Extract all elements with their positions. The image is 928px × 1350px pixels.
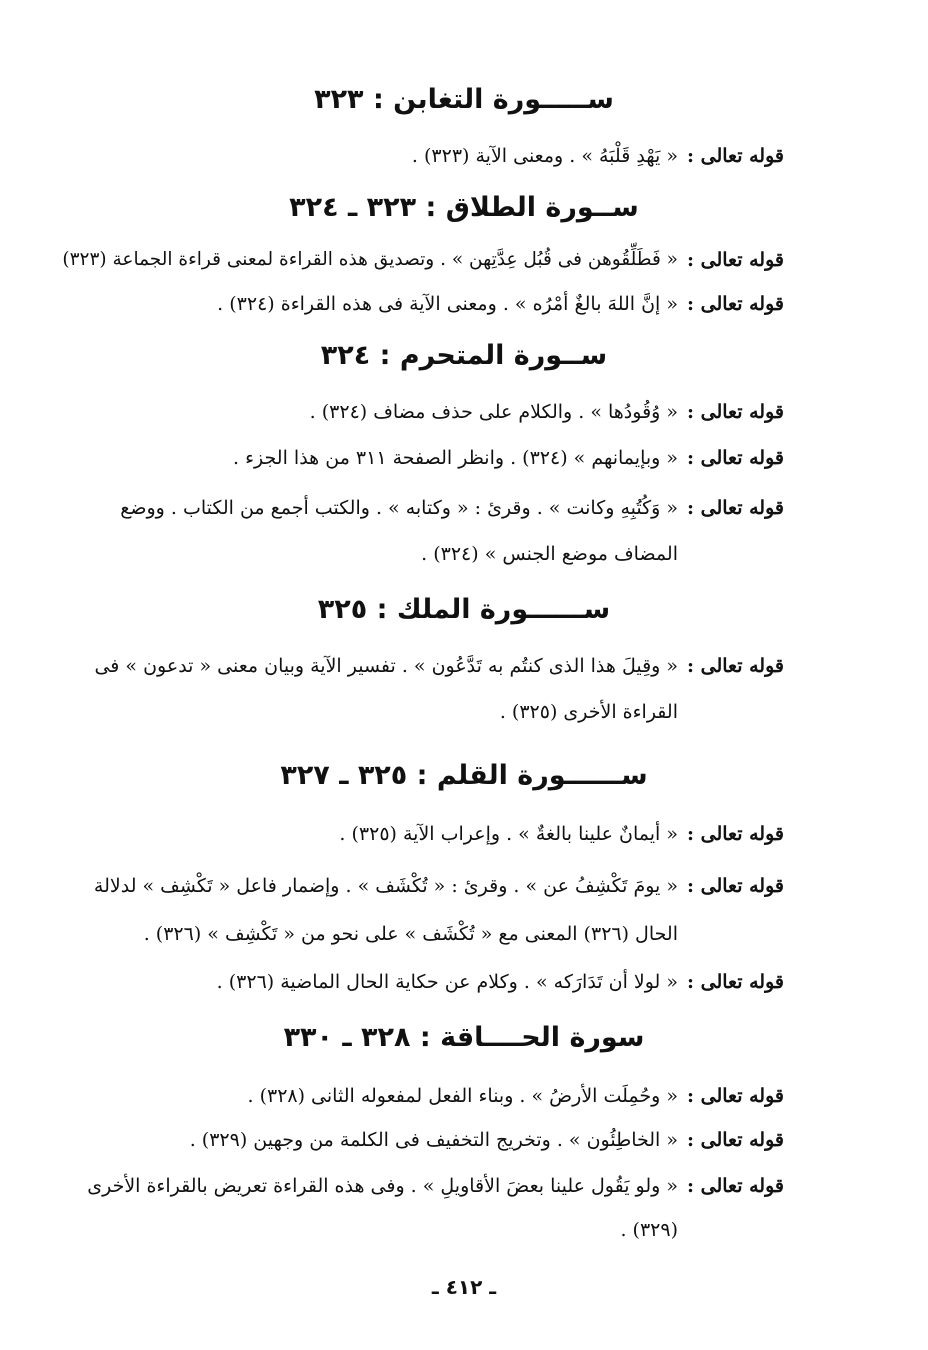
section-heading: ســورة المتحرم : ٣٢٤ [320, 340, 608, 371]
entry-text: « لولا أن تَدَارَكه » . وكلام عن حكاية الحال الماضية (٣٢٦) . [216, 971, 678, 993]
entry-label: قوله تعالى : [687, 971, 784, 993]
entry-text: « وحُمِلَت الأرضُ » . وبناء الفعل لمفعوله الثانى (٣٢٨) . [247, 1085, 678, 1107]
entry-text: « إنَّ اللهَ بالغٌ أمْرُه » . ومعنى الآية فى هذه القراءة (٣٢٤) . [217, 293, 678, 315]
entry-label: قوله تعالى : [687, 249, 784, 271]
entry-text: « وقِيلَ هذا الذى كنتُم به تَدَّعُون » . تفسير الآية وبيان معنى « تدعون » فى [94, 655, 678, 677]
entry-text: « أيمانٌ علينا بالغةٌ » . وإعراب الآية (٣٢٥) . [339, 823, 678, 845]
entry-label: قوله تعالى : [687, 293, 784, 315]
section-heading: ســـــورة التغابن : ٣٢٣ [314, 84, 614, 115]
section-heading: ســــــورة الملك : ٣٢٥ [317, 594, 611, 625]
page-number: ـ ٤١٢ ـ [431, 1275, 497, 1299]
entry-label: قوله تعالى : [687, 875, 784, 897]
entry-text: « فَطَلِّقُوهن فى قُبُل عِدَّتِهن » . وتصديق هذه القراءة لمعنى قراءة الجماعة (٣٢٣) [62, 249, 678, 270]
entry-text: « يَهْدِ قَلْبَهُ » . ومعنى الآية (٣٢٣) . [411, 145, 678, 167]
section-heading: سورة الحــــاقة : ٣٢٨ ـ ٣٣٠ [283, 1022, 645, 1053]
entry-label: قوله تعالى : [687, 1129, 784, 1151]
entry-text: « وَكُتُبِهِ وكانت » . وقرئ : « وكتابه » . والكتب أجمع من الكتاب . ووضع [120, 497, 678, 519]
entry-text: « ولو يَقُول علينا بعضَ الأقاويلِ » . وفى هذه القراءة تعريض بالقراءة الأخرى [87, 1175, 678, 1197]
entry-label: قوله تعالى : [687, 1085, 784, 1107]
entry-text-continuation: القراءة الأخرى (٣٢٥) . [499, 701, 678, 723]
entry-text: « وُقُودُها » . والكلام على حذف مضاف (٣٢٤) . [309, 401, 678, 423]
section-heading: ســورة الطلاق : ٣٢٣ ـ ٣٢٤ [289, 192, 639, 223]
entry-text: « يومَ تَكْشِفُ عن » . وقرئ : « تُكْشَف » . وإضمار فاعل « تَكْشِف » لدلالة [93, 875, 678, 897]
entry-label: قوله تعالى : [687, 145, 784, 167]
entry-label: قوله تعالى : [687, 401, 784, 423]
entry-text: « وبإيمانهم » (٣٢٤) . وانظر الصفحة ٣١١ من هذا الجزء . [233, 447, 678, 469]
entry-label: قوله تعالى : [687, 823, 784, 845]
entry-text: « الخاطِئُون » . وتخريج التخفيف فى الكلمة من وجهين (٣٢٩) . [189, 1129, 678, 1151]
entry-label: قوله تعالى : [687, 497, 784, 519]
section-heading: ســــــورة القلم : ٣٢٥ ـ ٣٢٧ [280, 760, 648, 791]
entry-label: قوله تعالى : [687, 1175, 784, 1197]
entry-text-continuation: (٣٢٩) . [620, 1219, 678, 1241]
entry-text-continuation: الحال (٣٢٦) المعنى مع « تُكْشَف » على نحو من « تَكْشِف » (٣٢٦) . [143, 923, 678, 945]
entry-label: قوله تعالى : [687, 655, 784, 677]
entry-text-continuation: المضاف موضع الجنس » (٣٢٤) . [421, 543, 678, 565]
entry-label: قوله تعالى : [687, 447, 784, 469]
